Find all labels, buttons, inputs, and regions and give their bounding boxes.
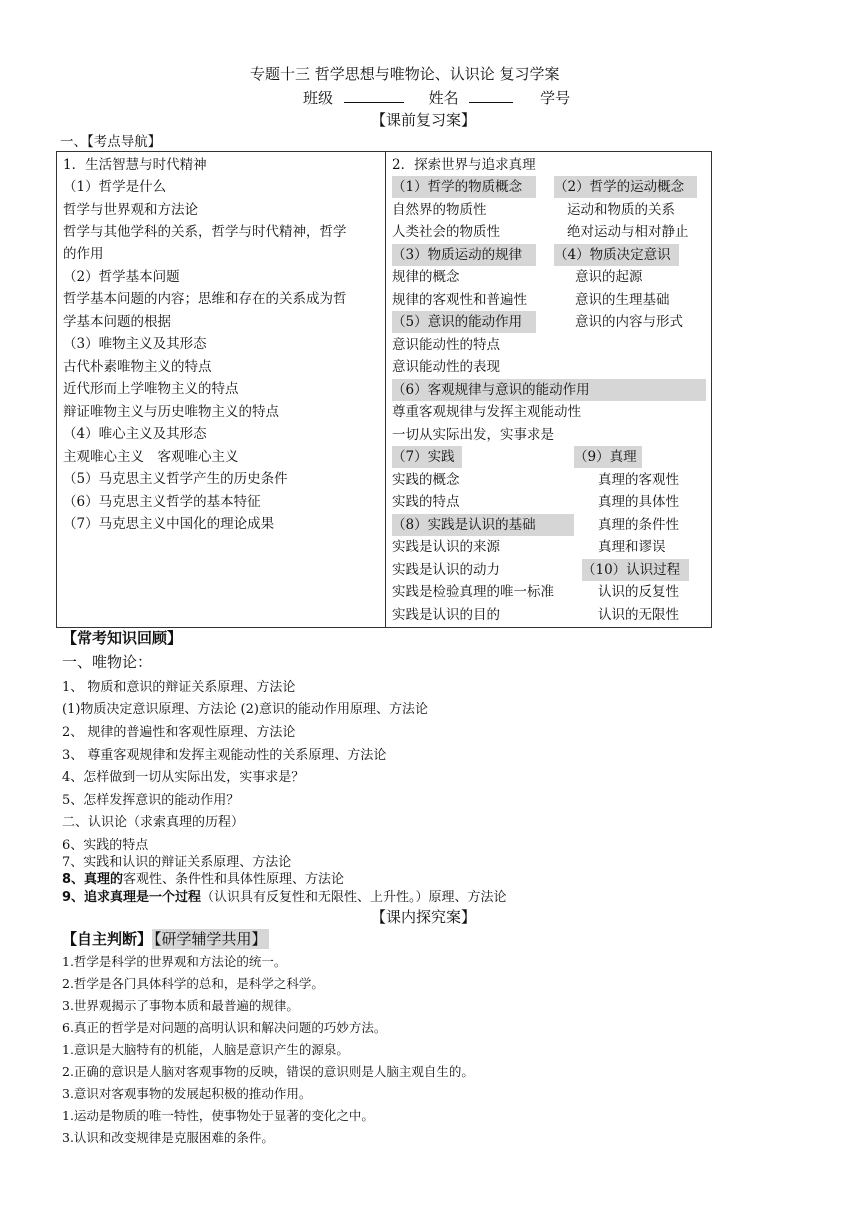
- right-line-r5b: 意识的起源: [575, 269, 643, 285]
- student-info-line: [303, 87, 570, 108]
- right-column-cell: [386, 152, 712, 628]
- statement-item: 1.意识是大脑特有的机能，人脑是意识产生的源泉。: [62, 1042, 349, 1057]
- right-line-r16b: 真理的条件性: [598, 517, 679, 533]
- right-line-r2b: 运动和物质的关系: [567, 202, 675, 218]
- name-label: 姓名: [428, 89, 459, 107]
- topic-practice-basis: （8）实践是认识的基础: [392, 514, 574, 536]
- statement-item: 1.哲学是科学的世界观和方法论的统一。: [62, 954, 287, 969]
- left-line-10: 古代朴素唯物主义的特点: [63, 359, 212, 375]
- judge-heading-line: [62, 928, 269, 949]
- section-pre-class: 【课前复习案】: [371, 111, 477, 129]
- review-sub-materialism: 一、唯物论：: [62, 653, 153, 671]
- review-item: 3、 尊重客观规律和发挥主观能动性的关系原理、方法论: [62, 748, 387, 763]
- right-line-r6b: 意识的生理基础: [575, 292, 670, 308]
- right-line-r19a: 实践是检验真理的唯一标准: [392, 584, 554, 600]
- left-line-3: 哲学与世界观和方法论: [63, 202, 198, 218]
- statement-item: 2.哲学是各门具体科学的总和，是科学之科学。: [62, 976, 324, 991]
- topic-practice: （7）实践: [392, 446, 462, 468]
- topic-objective-law: （6）客观规律与意识的能动作用: [392, 379, 706, 401]
- left-line-2: （1）哲学是什么: [63, 179, 167, 195]
- right-line-r3a: 人类社会的物质性: [392, 224, 500, 240]
- statement-item: 6.真正的哲学是对问题的高明认识和解决问题的巧妙方法。: [62, 1020, 387, 1035]
- right-line-r19b: 认识的反复性: [598, 584, 679, 600]
- right-column: [386, 152, 711, 627]
- review-item: (1)物质决定意识原理、方法论 (2)意识的能动作用原理、方法论: [62, 702, 428, 717]
- right-line-r8: 意识能动性的特点: [392, 337, 500, 353]
- left-column: [57, 152, 385, 627]
- review-item: 1、 物质和意识的辩证关系原理、方法论: [62, 680, 296, 695]
- judge-heading: 【自主判断】: [62, 930, 153, 948]
- left-line-5: 的作用: [63, 246, 104, 262]
- review-sub-epistemology: 二、认识论（求索真理的历程）: [62, 815, 245, 830]
- right-line-r11: 尊重客观规律与发挥主观能动性: [392, 404, 581, 420]
- nav-heading: 一、【考点导航】: [60, 134, 162, 150]
- left-line-4: 哲学与其他学科的关系，哲学与时代精神，哲学: [63, 224, 347, 240]
- review-item-8: [62, 868, 344, 887]
- left-line-12: 辩证唯物主义与历史唯物主义的特点: [63, 404, 279, 420]
- review-item-9: [62, 886, 507, 905]
- review-item-9-bold: 9、追求真理是一个过程: [62, 890, 202, 905]
- document-title: 专题十三 哲学思想与唯物论、认识论 复习学案: [250, 65, 560, 83]
- right-line-r6a: 规律的客观性和普遍性: [392, 292, 527, 308]
- topic-motion-law: （3）物质运动的规律: [392, 244, 536, 266]
- left-column-cell: [57, 152, 386, 628]
- left-line-9: （3）唯物主义及其形态: [63, 336, 207, 352]
- right-line-r14b: 真理的客观性: [598, 472, 679, 488]
- review-item-8-rest: 客观性、条件性和具体性原理、方法论: [123, 872, 345, 887]
- left-line-17: （7）马克思主义中国化的理论成果: [63, 516, 275, 532]
- section-in-class: 【课内探究案】: [371, 908, 477, 926]
- left-line-15: （5）马克思主义哲学产生的历史条件: [63, 471, 288, 487]
- left-line-16: （6）马克思主义哲学的基本特征: [63, 494, 261, 510]
- right-heading: 2．探索世界与追求真理: [392, 157, 536, 173]
- right-line-r2a: 自然界的物质性: [392, 202, 487, 218]
- class-label: 班级: [303, 89, 334, 107]
- left-line-11: 近代形而上学唯物主义的特点: [63, 381, 239, 397]
- right-line-r18a: 实践是认识的动力: [392, 562, 500, 578]
- name-blank[interactable]: [469, 88, 513, 103]
- left-line-7: 哲学基本问题的内容；思维和存在的关系成为哲: [63, 291, 347, 307]
- review-item: 7、实践和认识的辩证关系原理、方法论: [62, 855, 292, 870]
- topic-consciousness-role: （5）意识的能动作用: [392, 311, 536, 333]
- right-line-r5a: 规律的概念: [392, 269, 460, 285]
- topic-matter-concept: （1）哲学的物质概念: [392, 176, 536, 198]
- right-line-r17a: 实践是认识的来源: [392, 539, 500, 555]
- review-item-9-rest: （认识具有反复性和无限性、上升性。）原理、方法论: [201, 890, 507, 905]
- review-item-8-bold: 8、真理的: [62, 872, 124, 887]
- review-item: 5、怎样发挥意识的能动作用？: [62, 793, 240, 808]
- id-label: 学号: [540, 89, 571, 107]
- statement-item: 2.正确的意识是人脑对客观事物的反映，错误的意识则是人脑主观自生的。: [62, 1064, 474, 1079]
- right-line-r9: 意识能动性的表现: [392, 359, 500, 375]
- statement-item: 3.认识和改变规律是克服困难的条件。: [62, 1130, 274, 1145]
- judge-tag: 【研学辅学共用】: [154, 930, 267, 948]
- left-line-8: 学基本问题的根据: [63, 314, 171, 330]
- review-heading: 【常考知识回顾】: [62, 629, 183, 647]
- right-line-r3b: 绝对运动与相对静止: [567, 224, 689, 240]
- right-line-r15a: 实践的特点: [392, 494, 460, 510]
- left-line-13: （4）唯心主义及其形态: [63, 426, 207, 442]
- topic-motion-concept: （2）哲学的运动概念: [554, 176, 697, 198]
- right-line-r15b: 真理的具体性: [598, 494, 679, 510]
- class-blank[interactable]: [344, 88, 404, 103]
- topic-truth: （9）真理: [574, 446, 642, 468]
- right-line-r7b: 意识的内容与形式: [575, 314, 683, 330]
- right-line-r20b: 认识的无限性: [598, 607, 679, 623]
- review-item: 6、实践的特点: [62, 838, 149, 853]
- right-line-r17b: 真理和谬误: [598, 539, 666, 555]
- topic-matter-decides-consciousness: （4）物质决定意识: [554, 244, 679, 266]
- right-line-r12: 一切从实际出发，实事求是: [392, 427, 554, 443]
- statement-item: 3.世界观揭示了事物本质和最普遍的规律。: [62, 998, 299, 1013]
- review-item: 4、怎样做到一切从实际出发，实事求是？: [62, 770, 305, 785]
- statement-item: 3.意识对客观事物的发展起积极的推动作用。: [62, 1086, 312, 1101]
- right-line-r14a: 实践的概念: [392, 472, 460, 488]
- topic-cognition-process: （10）认识过程: [582, 559, 689, 581]
- left-line-14: 主观唯心主义 客观唯心主义: [63, 449, 239, 465]
- left-line-1: 1．生活智慧与时代精神: [63, 157, 207, 173]
- left-line-6: （2）哲学基本问题: [63, 269, 180, 285]
- review-item: 2、 规律的普遍性和客观性原理、方法论: [62, 725, 296, 740]
- topic-navigation-table: [56, 151, 712, 628]
- right-line-r20a: 实践是认识的目的: [392, 607, 500, 623]
- statement-item: 1.运动是物质的唯一特性，使事物处于显著的变化之中。: [62, 1108, 374, 1123]
